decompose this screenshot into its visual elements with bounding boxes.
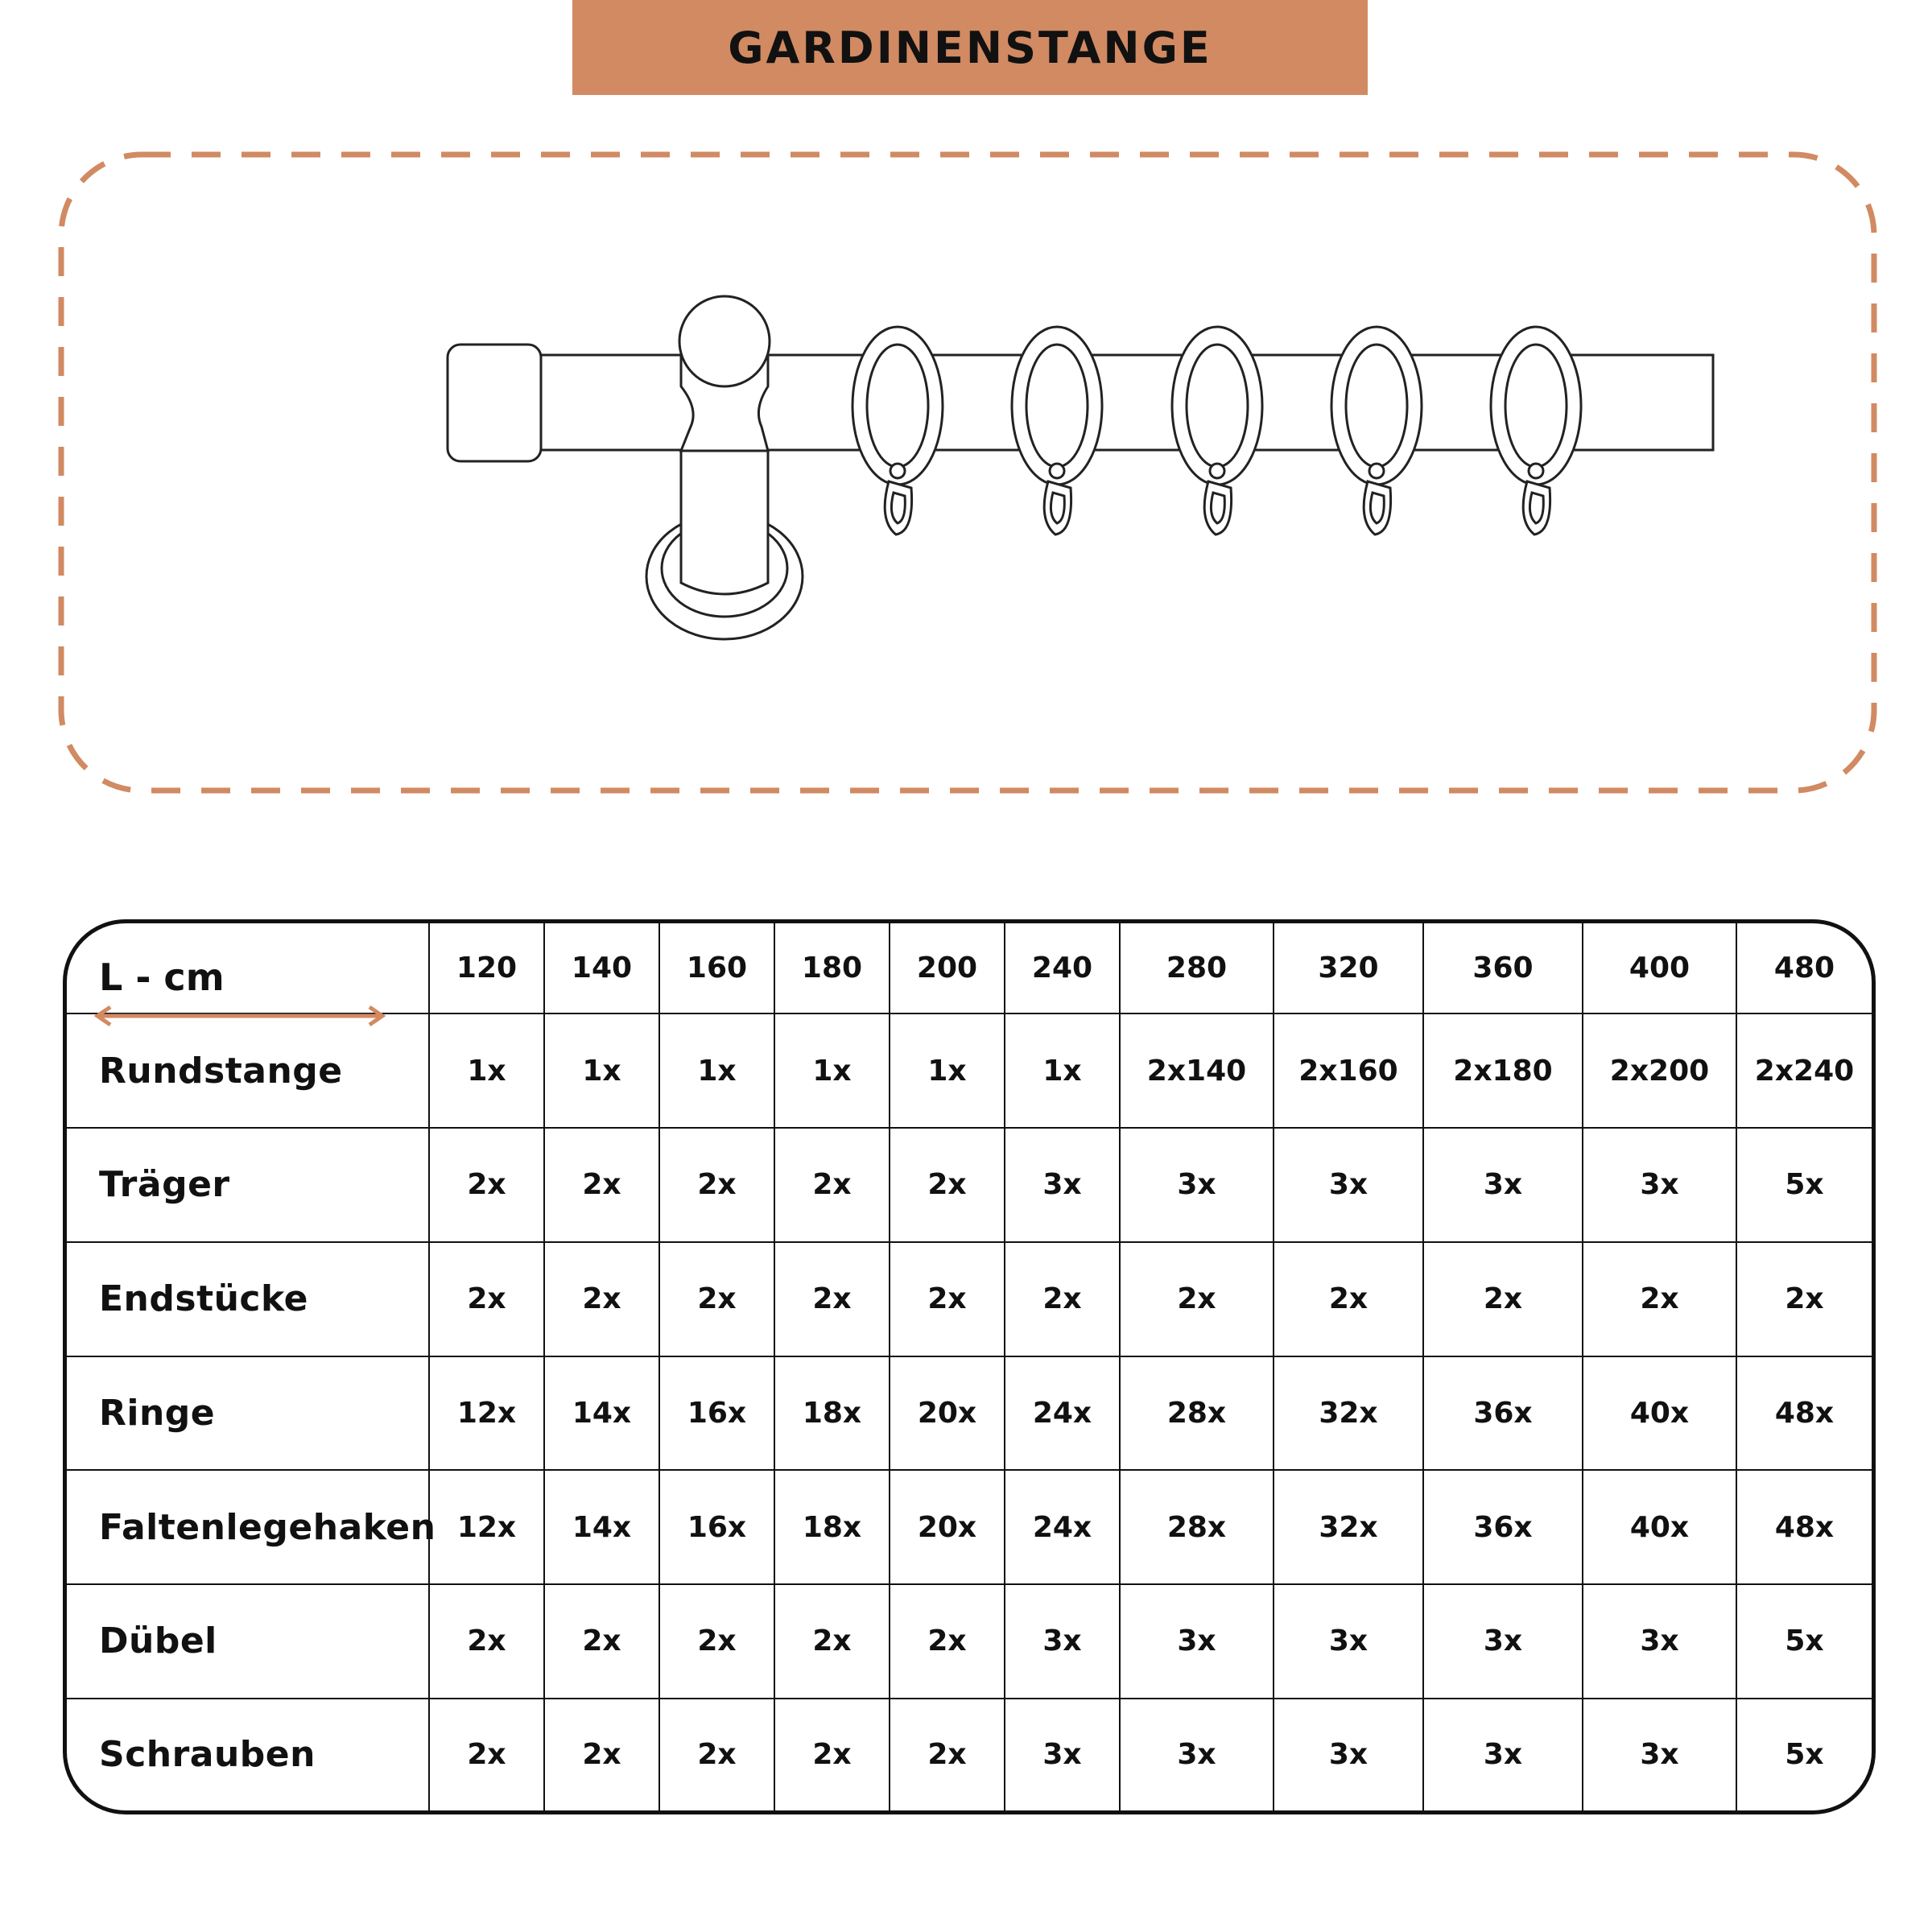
table-cell: 2x <box>890 1699 1005 1810</box>
table-cell: 1x <box>1005 1013 1120 1128</box>
table-cell: 2x240 <box>1736 1013 1872 1128</box>
ring-1 <box>852 327 943 535</box>
table-cell: 2x <box>544 1584 659 1699</box>
table-cell: 3x <box>1274 1128 1423 1242</box>
ring-4 <box>1331 327 1422 535</box>
table-cell: 3x <box>1120 1699 1274 1810</box>
table-cell: 3x <box>1583 1699 1736 1810</box>
table-cell: 2x140 <box>1120 1013 1274 1128</box>
table-cell: 2x <box>429 1128 544 1242</box>
header-row <box>67 923 1872 1013</box>
length-header: 120 <box>429 923 544 1013</box>
table-cell: 3x <box>1423 1584 1583 1699</box>
table-cell: 3x <box>1423 1128 1583 1242</box>
table-cell: 32x <box>1274 1356 1423 1471</box>
table-cell: 2x <box>774 1699 890 1810</box>
table-cell: 24x <box>1005 1470 1120 1584</box>
table-cell: 2x <box>659 1584 774 1699</box>
table-cell: 14x <box>544 1356 659 1471</box>
table-cell: 2x <box>890 1584 1005 1699</box>
dashed-frame <box>61 155 1874 791</box>
table-row <box>67 1128 1872 1242</box>
table-cell: 2x <box>429 1242 544 1356</box>
table-cell: 2x <box>659 1242 774 1356</box>
table-cell: 28x <box>1120 1356 1274 1471</box>
page-title: GARDINENSTANGE <box>728 22 1212 73</box>
table-cell: 2x <box>429 1699 544 1810</box>
table-row <box>67 1356 1872 1471</box>
table-cell: 18x <box>774 1356 890 1471</box>
table-cell: 12x <box>429 1356 544 1471</box>
table-cell: 16x <box>659 1470 774 1584</box>
table-row <box>67 1013 1872 1128</box>
table-cell: 1x <box>890 1013 1005 1128</box>
table-cell: 18x <box>774 1470 890 1584</box>
length-header: 360 <box>1423 923 1583 1013</box>
table-cell: 2x <box>890 1242 1005 1356</box>
table-row <box>67 1242 1872 1356</box>
table-cell: 16x <box>659 1356 774 1471</box>
table-cell: 2x <box>659 1128 774 1242</box>
table-cell: 2x <box>1736 1242 1872 1356</box>
table-cell: 14x <box>544 1470 659 1584</box>
length-header: 180 <box>774 923 890 1013</box>
length-header: 400 <box>1583 923 1736 1013</box>
length-header: 200 <box>890 923 1005 1013</box>
table-cell: 5x <box>1736 1128 1872 1242</box>
row-label: Rundstange <box>67 1013 429 1128</box>
table-cell: 1x <box>429 1013 544 1128</box>
table-cell: 2x <box>659 1699 774 1810</box>
table-cell: 2x200 <box>1583 1013 1736 1128</box>
table-cell: 2x <box>1423 1242 1583 1356</box>
table-row <box>67 1584 1872 1699</box>
curtain-rod-illustration <box>0 0 1932 886</box>
table-cell: 40x <box>1583 1470 1736 1584</box>
table-cell: 1x <box>544 1013 659 1128</box>
table-cell: 2x <box>1120 1242 1274 1356</box>
table-cell: 3x <box>1005 1584 1120 1699</box>
row-label: Endstücke <box>67 1242 429 1356</box>
table-cell: 20x <box>890 1356 1005 1471</box>
row-label: Träger <box>67 1128 429 1242</box>
table-cell: 28x <box>1120 1470 1274 1584</box>
table-cell: 5x <box>1736 1699 1872 1810</box>
table-cell: 48x <box>1736 1356 1872 1471</box>
table-cell: 2x <box>1274 1242 1423 1356</box>
table-cell: 2x160 <box>1274 1013 1423 1128</box>
row-label: Schrauben <box>67 1699 429 1810</box>
table-cell: 2x <box>429 1584 544 1699</box>
curtain-rod-icon <box>448 296 1713 639</box>
table-cell: 2x <box>890 1128 1005 1242</box>
table-cell: 2x <box>774 1128 890 1242</box>
table-cell: 2x <box>774 1242 890 1356</box>
table-row <box>67 1470 1872 1584</box>
table-cell: 1x <box>774 1013 890 1128</box>
table-cell: 3x <box>1583 1584 1736 1699</box>
length-header: 140 <box>544 923 659 1013</box>
table-cell: 20x <box>890 1470 1005 1584</box>
table-cell: 2x <box>1005 1242 1120 1356</box>
row-label: Faltenlegehaken <box>67 1470 429 1584</box>
table-cell: 24x <box>1005 1356 1120 1471</box>
length-unit-label: L - cm <box>99 956 225 999</box>
table-cell: 2x <box>544 1128 659 1242</box>
table-cell: 36x <box>1423 1470 1583 1584</box>
length-header: 240 <box>1005 923 1120 1013</box>
row-label: Dübel <box>67 1584 429 1699</box>
table-cell: 3x <box>1005 1699 1120 1810</box>
table-cell: 12x <box>429 1470 544 1584</box>
row-label: Ringe <box>67 1356 429 1471</box>
table-cell: 2x <box>544 1699 659 1810</box>
ring-3 <box>1172 327 1262 535</box>
table-cell: 40x <box>1583 1356 1736 1471</box>
length-header-cell <box>67 923 429 1013</box>
parts-table <box>67 923 1872 1810</box>
table-cell: 5x <box>1736 1584 1872 1699</box>
length-header: 160 <box>659 923 774 1013</box>
table-row <box>67 1699 1872 1810</box>
table-cell: 3x <box>1120 1584 1274 1699</box>
ring-2 <box>1012 327 1102 535</box>
length-header: 280 <box>1120 923 1274 1013</box>
table-cell: 1x <box>659 1013 774 1128</box>
table-cell: 48x <box>1736 1470 1872 1584</box>
table-cell: 3x <box>1274 1699 1423 1810</box>
table-cell: 3x <box>1274 1584 1423 1699</box>
table-cell: 2x <box>544 1242 659 1356</box>
table-cell: 36x <box>1423 1356 1583 1471</box>
length-header: 320 <box>1274 923 1423 1013</box>
table-cell: 3x <box>1005 1128 1120 1242</box>
length-header: 480 <box>1736 923 1872 1013</box>
table-cell: 2x <box>1583 1242 1736 1356</box>
table-cell: 32x <box>1274 1470 1423 1584</box>
table-cell: 3x <box>1423 1699 1583 1810</box>
double-arrow-icon <box>91 1004 389 1028</box>
parts-table-container <box>63 919 1876 1814</box>
table-cell: 2x <box>774 1584 890 1699</box>
table-cell: 3x <box>1583 1128 1736 1242</box>
table-cell: 2x180 <box>1423 1013 1583 1128</box>
ring-5 <box>1491 327 1581 535</box>
table-cell: 3x <box>1120 1128 1274 1242</box>
